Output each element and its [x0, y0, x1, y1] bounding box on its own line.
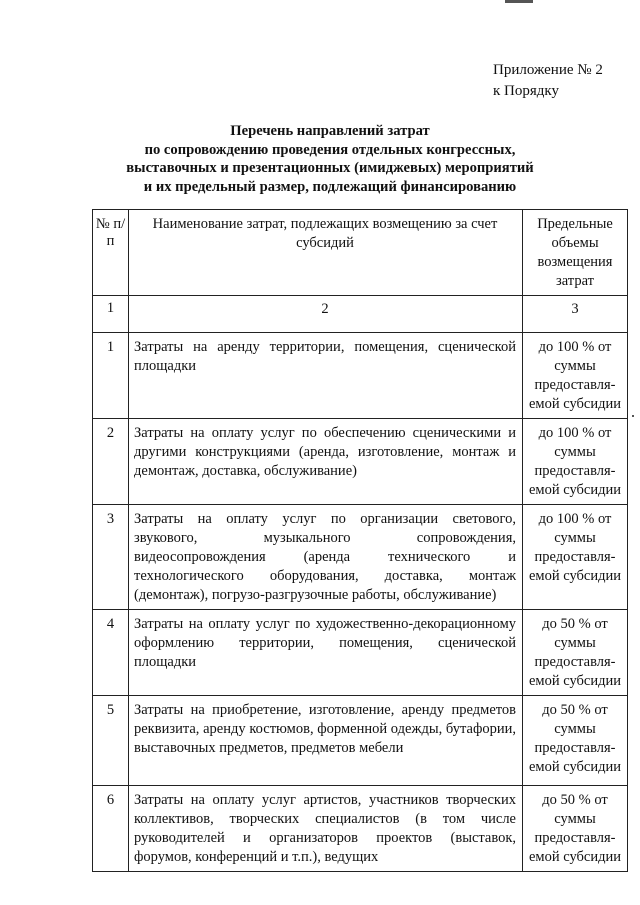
title-line-3: выставочных и презентационных (имиджевых) мероприятий	[126, 160, 534, 176]
row-num: 5	[93, 696, 129, 786]
table-row	[93, 505, 628, 610]
title-line-4: и их предельный размер, подлежащий финансированию	[143, 178, 517, 195]
table-row	[93, 696, 628, 786]
row-limit: до 50 % от суммы предоставля-емой субсидии	[523, 610, 628, 696]
row-limit: до 50 % от суммы предоставля-емой субсидии	[523, 696, 628, 786]
appendix-line-1: Приложение № 2	[493, 62, 603, 78]
row-name: Затраты на оплату услуг по обеспечению сценическими и другими конструкциями (аренда, изготовление, монтаж и демонтаж, доставка, обслуживание)	[129, 419, 523, 505]
expense-table	[92, 209, 628, 872]
index-cell-1: 1	[93, 296, 129, 333]
appendix-note	[493, 60, 603, 102]
row-num: 1	[93, 333, 129, 419]
row-name: Затраты на аренду территории, помещения, сценической площадки	[129, 333, 523, 419]
header-name: Наименование затрат, подлежащих возмещению за счет субсидий	[129, 210, 523, 296]
row-num: 3	[93, 505, 129, 610]
row-limit: до 100 % от суммы предоставля-емой субсидии	[523, 505, 628, 610]
appendix-line-2: к Порядку	[493, 83, 559, 99]
header-limit: Предельные объемы возмещения затрат	[523, 210, 628, 296]
title-line-1: Перечень направлений затрат	[230, 123, 430, 139]
table-row	[93, 786, 628, 872]
index-cell-3: 3	[523, 296, 628, 333]
row-name: Затраты на приобретение, изготовление, аренду предметов реквизита, аренду костюмов, форменной одежды, бутафории, выставочных предметов, предметов мебели	[129, 696, 523, 786]
title-line-2: по сопровождению проведения отдельных конгрессных,	[144, 141, 516, 158]
row-name: Затраты на оплату услуг по художественно-декорационному оформлению территории, помещения, сценической площадки	[129, 610, 523, 696]
table-row	[93, 333, 628, 419]
scan-artifact	[505, 0, 533, 3]
table-row	[93, 610, 628, 696]
row-name: Затраты на оплату услуг по организации светового, звукового, музыкального сопровождения, видеосопровождения (аренда технического и технологического оборудования, доставка, монтаж (демонтаж), погрузо-разгрузочные работы, обслуживание)	[129, 505, 523, 610]
scan-artifact	[632, 415, 634, 417]
document-title	[60, 122, 600, 196]
row-limit: до 50 % от суммы предоставля-емой субсидии	[523, 786, 628, 872]
index-cell-2: 2	[129, 296, 523, 333]
table-header-row	[93, 210, 628, 296]
row-num: 4	[93, 610, 129, 696]
header-num: № п/п	[93, 210, 129, 296]
row-limit: до 100 % от суммы предоставля-емой субсидии	[523, 333, 628, 419]
row-num: 6	[93, 786, 129, 872]
row-num: 2	[93, 419, 129, 505]
row-name: Затраты на оплату услуг артистов, участников творческих коллективов, творческих специалистов (в том числе руководителей и организаторов проектов (выставок, форумов, конференций и т.п.), ведущих	[129, 786, 523, 872]
row-limit: до 100 % от суммы предоставля-емой субсидии	[523, 419, 628, 505]
table-row	[93, 419, 628, 505]
table-index-row	[93, 296, 628, 333]
